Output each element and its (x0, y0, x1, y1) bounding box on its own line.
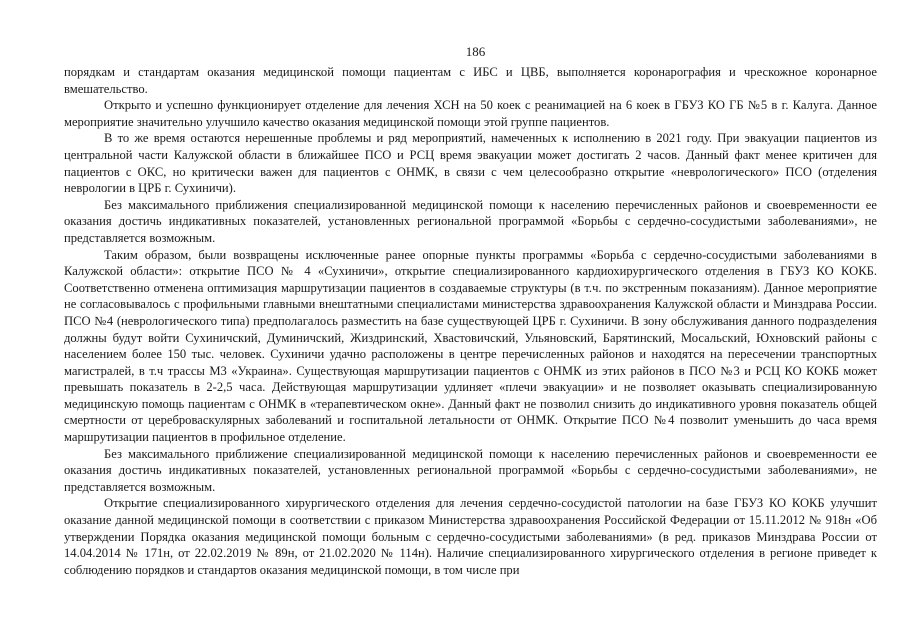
paragraph-reference-points: Таким образом, были возвращены исключенные ранее опорные пункты программы «Борьба с сердечно-сосудистыми заболеваниями в Калужской области»: открытие ПСО № 4 «Сухиничи», открытие специализированного кардиохирургического отделения в ГБУЗ КО КОКБ. Соответственно отменена оптимизация маршрутизации пациентов в создаваемые структуры (в т.ч. по экстренным показаниям). Данное мероприятие не согласовывалось с профильными главными внештатными специалистами министерства здравоохранения Калужской области и Минздрава России. ПСО №4 (неврологического типа) предполагалось разместить на базе существующей ЦРБ г. Сухиничи. В зону обслуживания данного подразделения должны будут войти Сухиничский, Думиничский, Жиздринский, Хвастовичский, Ульяновский, Барятинский, Мосальский, Юхновский районы с населением более 150 тыс. человек. Сухиничи удачно расположены в центре перечисленных районов и находятся на пересечении транспортных магистралей, в т.ч трассы М3 «Украина». Существующая маршрутизации пациентов с ОНМК из этих районов в ПСО №3 и РСЦ КО КОКБ может превышать показатель в 2-2,5 часа. Действующая маршрутизации удлиняет «плечи эвакуации» и не позволяет оказывать специализированную медицинскую помощь пациентам с ОНМК в «терапевтическом окне». Данный факт не позволил снизить до индикативного уровня показатель общей смертности от цереброваскулярных заболеваний и госпитальной летальности от ОНМК. Открытие ПСО №4 позволит уменьшить до часа время маршрутизации пациентов в профильное отделение. (64, 247, 877, 445)
paragraph-continuation: порядкам и стандартам оказания медицинской помощи пациентам с ИБС и ЦВБ, выполняется коронарография и чрескожное коронарное вмешательство. (64, 65, 877, 96)
paragraph-hsn-department: Открыто и успешно функционирует отделение для лечения ХСН на 50 коек с реанимацией на 6 коек в ГБУЗ КО ГБ №5 в г. Калуга. Данное мероприятие значительно улучшило качество оказания медицинской помощи этой группе пациентов. (64, 98, 877, 129)
paragraph-unresolved-problems: В то же время остаются нерешенные проблемы и ряд мероприятий, намеченных к исполнению в 2021 году. При эвакуации пациентов из центральной части Калужской области в ближайшее ПСО и РСЦ время эвакуации может достигать 2 часов. Данный факт менее критичен для пациентов с ОКС, но критически важен для пациентов с ОНМК, в связи с чем целесообразно открытие «неврологического» ПСО (отделения неврологии в ЦРБ г. Сухиничи). (64, 131, 877, 196)
paragraph-approximation-2: Без максимального приближение специализированной медицинской помощи к населению перечисленных районов и своевременности ее оказания достичь индикативных показателей, установленных региональной программой «Борьбы с сердечно-сосудистыми заболеваниями», не представляется возможным. (64, 446, 877, 494)
document-body (64, 64, 877, 578)
page-number: 186 (465, 44, 486, 59)
paragraph-surgical-department: Открытие специализированного хирургического отделения для лечения сердечно-сосудистой патологии на базе ГБУЗ КО КОКБ улучшит оказание данной медицинской помощи в соответствии с приказом Министерства здравоохранения Российской Федерации от 15.11.2012 № 918н «Об утверждении Порядка оказания медицинской помощи больным с сердечно-сосудистыми заболеваниями» (в ред. приказов Минздрава России от 14.04.2014 № 171н, от 22.02.2019 № 89н, от 21.02.2020 № 114н). Наличие специализированного хирургического отделения в регионе приведет к соблюдению порядков и стандартов оказания медицинской помощи, в том числе при (64, 496, 877, 577)
paragraph-approximation-1: Без максимального приближения специализированной медицинской помощи к населению перечисленных районов и своевременности ее оказания достичь индикативных показателей, установленных региональной программой «Борьбы с сердечно-сосудистыми заболеваниями», не представляется возможным. (64, 197, 877, 245)
